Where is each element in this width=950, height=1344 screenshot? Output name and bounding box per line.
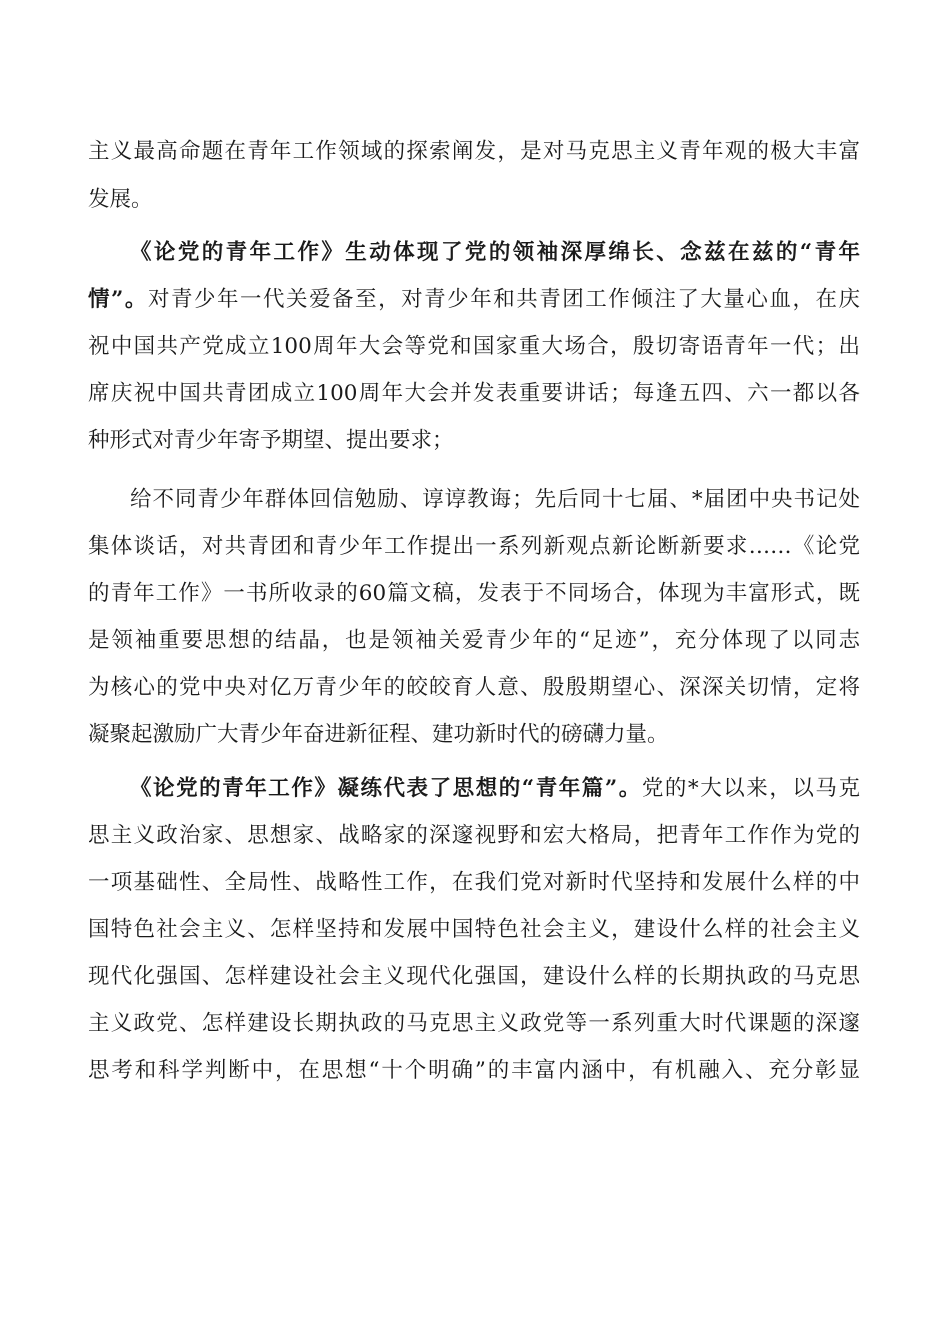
text-line: 席庆祝中国共青团成立100周年大会并发表重要讲话；每逢五四、六一都以各 [88,381,860,406]
text-line: 发展。 [88,187,153,212]
text-line: 思主义政治家、思想家、战略家的深邃视野和宏大格局，把青年工作作为党的 [88,823,860,848]
text-line [130,769,860,809]
text-line: 种形式对青少年寄予期望、提出要求； [88,428,454,453]
bold-lead-fragment: 《论党的青年工作》凝练代表了思想的“青年篇”。 [130,776,642,801]
text-line: 给不同青少年群体回信勉励、谆谆教诲；先后同十七届、*届团中央书记处 [130,487,860,512]
text-line: 现代化强国、怎样建设社会主义现代化强国，建设什么样的长期执政的马克思 [88,964,860,989]
text-line: 主义最高命题在青年工作领域的探索阐发，是对马克思主义青年观的极大丰富 [88,139,860,164]
text-fragment: 对青少年一代关爱备至，对青少年和共青团工作倾注了大量心血，在庆 [147,287,860,312]
text-fragment: 党的*大以来，以马克 [641,776,860,801]
text-line: 的青年工作》一书所收录的60篇文稿，发表于不同场合，体现为丰富形式，既 [88,581,860,606]
text-line: 是领袖重要思想的结晶，也是领袖关爱青少年的“足迹”，充分体现了以同志 [88,628,860,653]
text-line [88,280,860,320]
text-line: 祝中国共产党成立100周年大会等党和国家重大场合，殷切寄语青年一代；出 [88,334,860,359]
text-line: 国特色社会主义、怎样坚持和发展中国特色社会主义，建设什么样的社会主义 [88,917,860,942]
text-line: 集体谈话，对共青团和青少年工作提出一系列新观点新论断新要求……《论党 [88,534,860,559]
text-line: 主义政党、怎样建设长期执政的马克思主义政党等一系列重大时代课题的深邃 [88,1011,860,1036]
paragraph-lead-bold: 《论党的青年工作》生动体现了党的领袖深厚绵长、念兹在兹的“青年 [130,240,860,265]
text-line: 为核心的党中央对亿万青少年的皎皎育人意、殷殷期望心、深深关切情，定将 [88,675,860,700]
text-line: 一项基础性、全局性、战略性工作，在我们党对新时代坚持和发展什么样的中 [88,870,860,895]
text-line: 思考和科学判断中，在思想“十个明确”的丰富内涵中，有机融入、充分彰显 [88,1058,860,1083]
text-line: 凝聚起激励广大青少年奋进新征程、建功新时代的磅礴力量。 [88,722,669,747]
bold-lead-fragment: 情”。 [88,287,148,312]
